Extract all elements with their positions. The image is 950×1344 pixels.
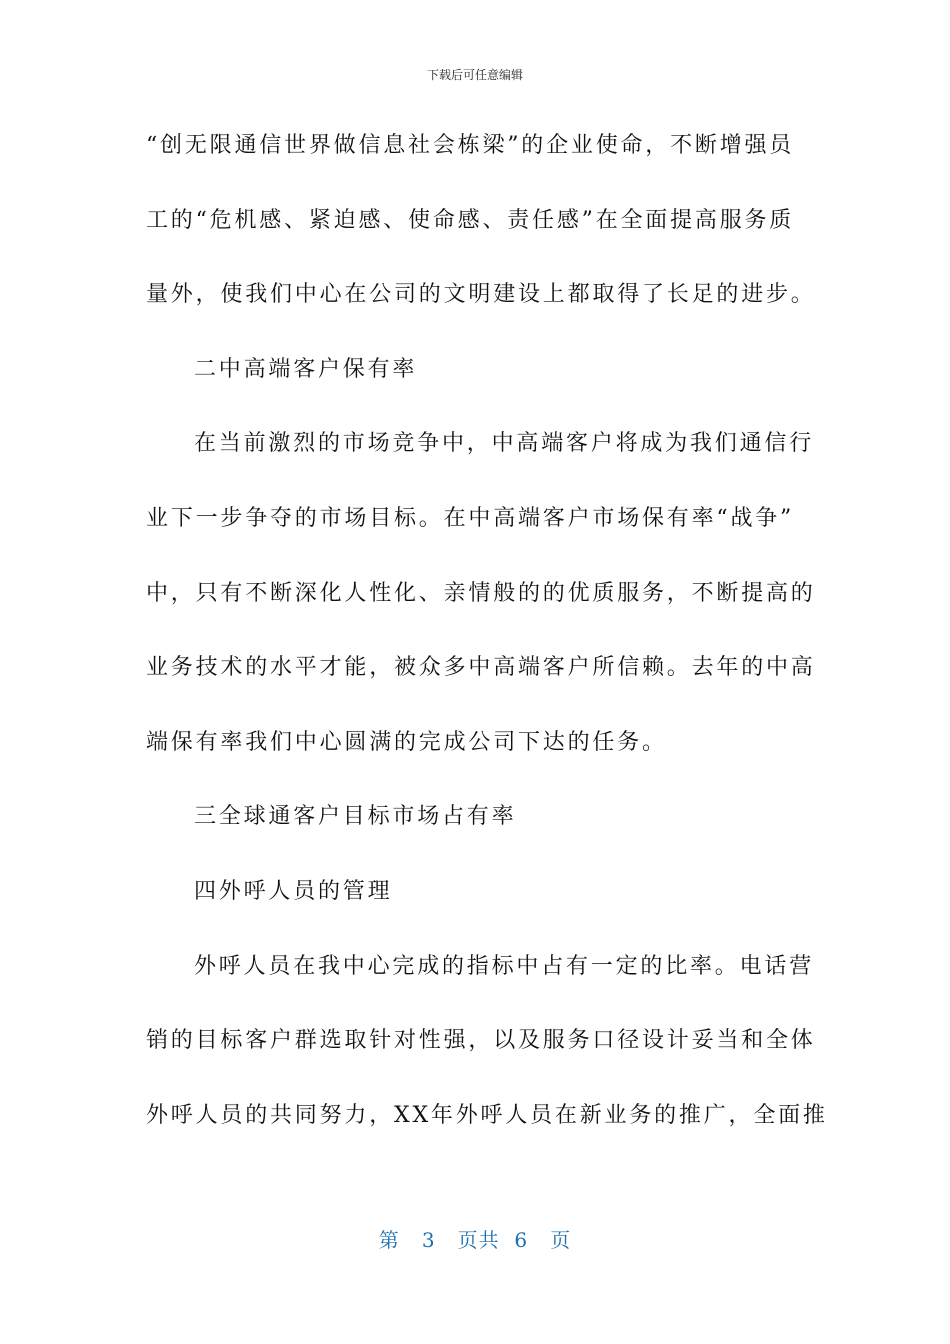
paragraph-line: 中，只有不断深化人性化、亲情般的的优质服务，不断提高的 xyxy=(146,580,816,606)
paragraph-line: 端保有率我们中心圆满的完成公司下达的任务。 xyxy=(146,729,667,755)
page-footer xyxy=(0,1224,950,1253)
footer-suffix: 页 xyxy=(550,1228,572,1252)
paragraph-line: 业下一步争夺的市场目标。在中高端客户市场保有率“战争” xyxy=(146,505,795,531)
page-header-note: 下载后可任意编辑 xyxy=(426,68,523,82)
section-heading: 二中高端客户保有率 xyxy=(194,356,418,382)
total-pages-number: 6 xyxy=(514,1228,529,1252)
footer-middle: 页共 xyxy=(457,1228,500,1252)
section-heading: 四外呼人员的管理 xyxy=(194,878,393,904)
paragraph-line: “创无限通信世界做信息社会栋梁”的企业使命，不断增强员 xyxy=(146,133,795,158)
current-page-number: 3 xyxy=(421,1228,436,1252)
footer-prefix: 第 xyxy=(378,1228,400,1252)
paragraph-line: 外呼人员的共同努力，XX年外呼人员在新业务的推广，全面推 xyxy=(146,1102,828,1128)
paragraph-line: 业务技术的水平才能，被众多中高端客户所信赖。去年的中高 xyxy=(146,655,816,681)
paragraph-line: 外呼人员在我中心完成的指标中占有一定的比率。电话营 xyxy=(194,953,815,979)
document-body xyxy=(146,127,828,1171)
section-heading: 三全球通客户目标市场占有率 xyxy=(194,804,517,830)
paragraph-line: 量外，使我们中心在公司的文明建设上都取得了长足的进步。 xyxy=(146,282,816,308)
paragraph-line: 销的目标客户群选取针对性强，以及服务口径设计妥当和全体 xyxy=(146,1028,816,1054)
paragraph-line: 在当前激烈的市场竞争中，中高端客户将成为我们通信行 xyxy=(194,431,815,457)
paragraph-line: 工的“危机感、紧迫感、使命感、责任感”在全面提高服务质 xyxy=(146,207,795,233)
